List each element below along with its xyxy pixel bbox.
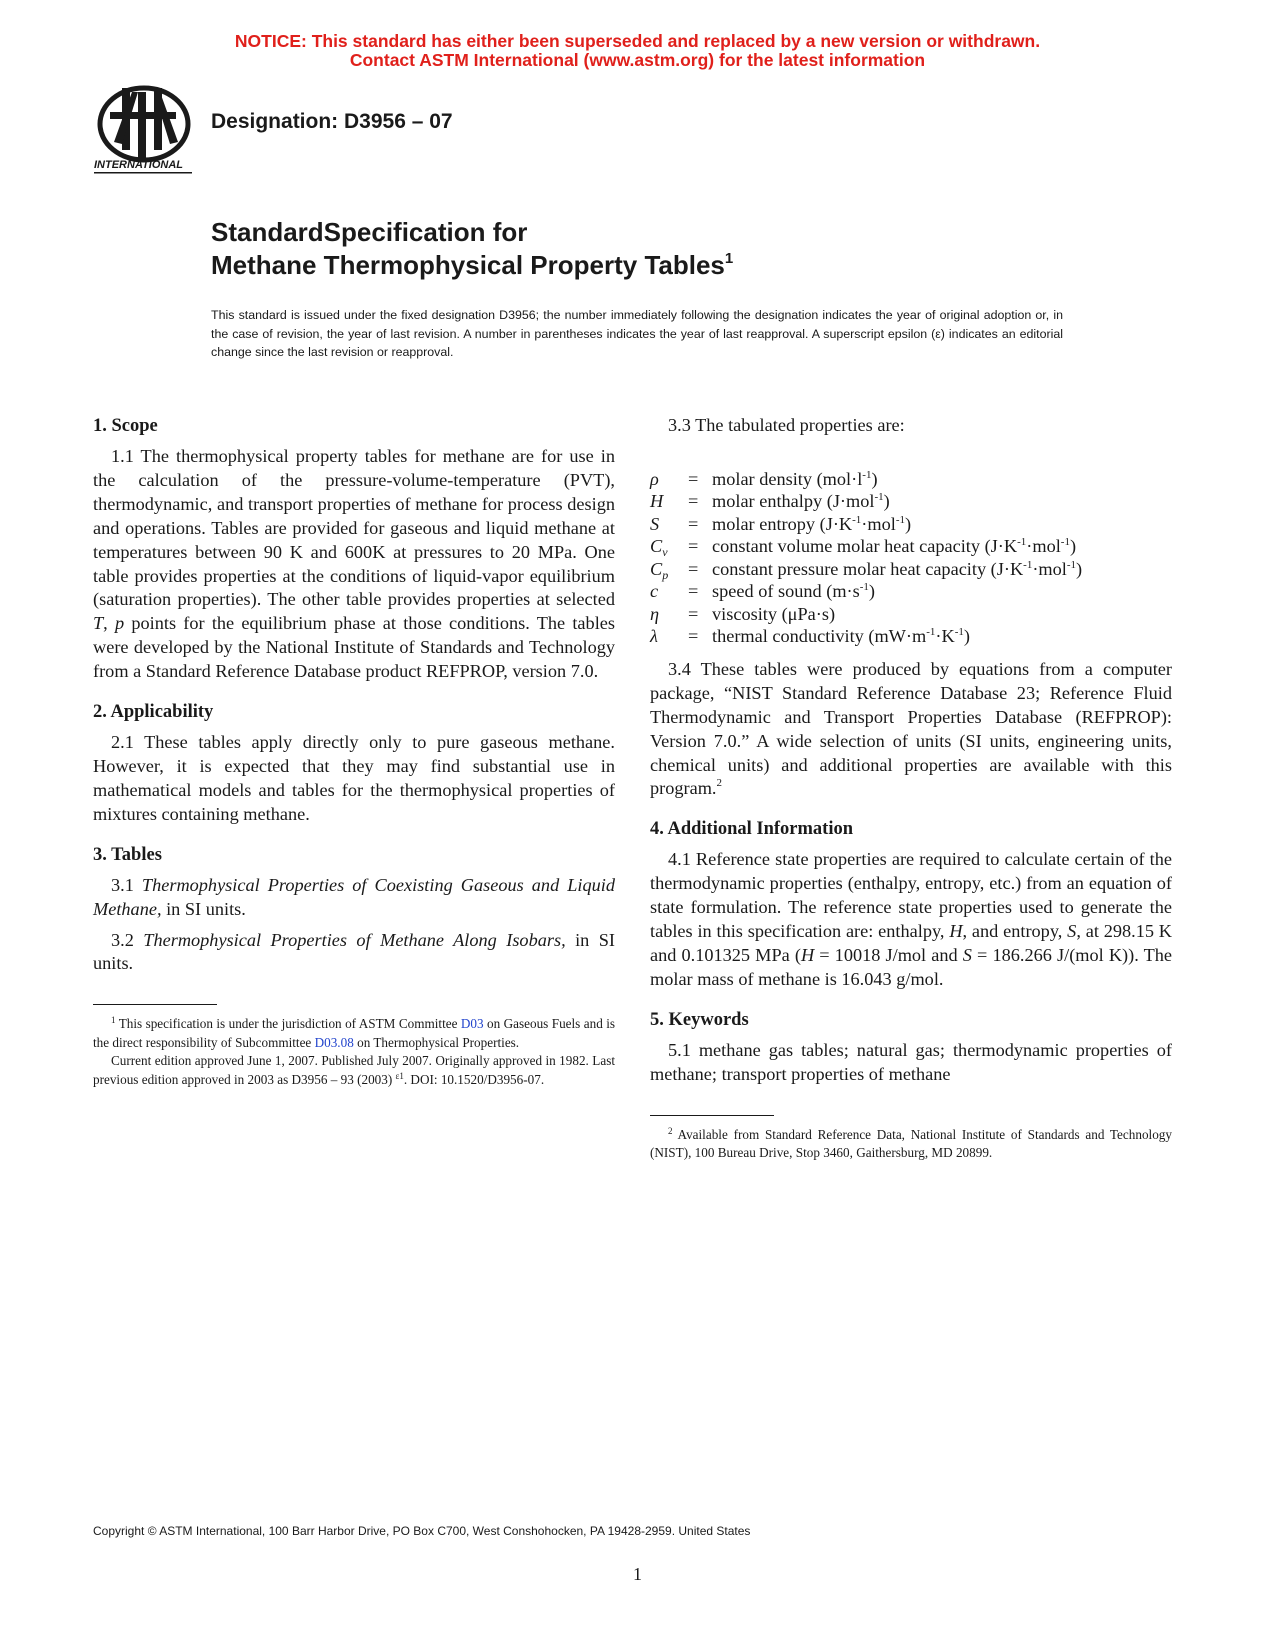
paragraph-4-1: 4.1 Reference state properties are required to calculate certain of the thermodynamic properties (enthalpy, entropy, etc.) from an equation of state formulation. The reference state properties used to generate the tables in this specification are: enthalpy, H, and entropy, S, at 298.15 K and 0.101325 MPa (H = 10018 J/mol and S = 186.266 J/(mol K)). The molar mass of methane is 16.043 g/mol. (650, 849, 1173, 989)
property-description: molar entropy $(J\cdot K^{-1}\cdot mol^{-1})$ (712, 513, 912, 534)
footnote-1: $^1$ This specification is under the jurisdiction of ASTM Committee D03 on Gaseous Fuels and is the direct responsibility of Subcommittee D03.08 on Thermophysical Properties. (93, 1015, 616, 1050)
footnote-rule-2 (650, 1115, 774, 1116)
property-description: constant volume molar heat capacity $(J\cdot K^{-1}\cdot mol^{-1})$ (712, 536, 1077, 557)
section-keywords-heading: 5. Keywords (650, 1009, 749, 1030)
title-line-1: StandardSpecification for (211, 217, 528, 247)
left-column (93, 414, 615, 1089)
right-column (650, 414, 1172, 1163)
title-footnote-ref: 1 (724, 250, 734, 267)
astm-logo-icon (92, 82, 198, 180)
equals-sign: = (688, 603, 699, 624)
section-tables-heading: 3. Tables (93, 844, 162, 865)
property-symbol: S (650, 513, 660, 534)
property-description: molar density $(mol\cdot l^{-1})$ (712, 468, 878, 489)
paragraph-5-1: 5.1 methane gas tables; natural gas; thermodynamic properties of methane; transport properties of methane (650, 1039, 1172, 1084)
property-symbol-row (650, 513, 1172, 536)
property-symbol: $C_p$ (650, 558, 669, 582)
property-symbol: η (650, 603, 660, 624)
logo-text: INTERNATIONAL (94, 159, 184, 171)
property-description: thermal conductivity $(mW\cdot m^{-1}\cdot K^{-1})$ (712, 626, 970, 647)
withdrawal-notice (0, 32, 1275, 70)
property-symbol: c (650, 581, 659, 602)
notice-line-1: NOTICE: This standard has either been superseded and replaced by a new version or withdrawn. (234, 31, 1041, 51)
document-title (211, 216, 733, 282)
subcommittee-link[interactable]: D03.08 (314, 1034, 354, 1050)
section-applicability-heading: 2. Applicability (93, 702, 214, 723)
title-line-2: Methane Thermophysical Property Tables$^1$ (211, 250, 734, 280)
footnote-1-edition: Current edition approved June 1, 2007. Published July 2007. Originally approved in 1982. Last previous edition approved in 2003 as D3956 – 93 (2003) $^{\varepsilon 1}$. DOI: 10.1520/D3956-07. (93, 1053, 615, 1087)
property-symbol-list (650, 468, 1172, 648)
equals-sign: = (688, 513, 699, 534)
copyright-notice: Copyright © ASTM International, 100 Barr Harbor Drive, PO Box C700, West Conshohocken, PA 19428-2959. United States (93, 1524, 751, 1538)
paragraph-3-2: 3.2 Thermophysical Properties of Methane Along Isobars, in SI units. (93, 929, 616, 974)
property-symbol-row (650, 603, 1172, 626)
property-description: constant pressure molar heat capacity $(J\cdot K^{-1}\cdot mol^{-1})$ (712, 558, 1083, 579)
equals-sign: = (688, 581, 699, 602)
paragraph-2-1: 2.1 These tables apply directly only to pure gaseous methane. However, it is expected that they may find substantial use in mathematical models and tables for the thermophysical properties of mixtures containing methane. (93, 732, 615, 824)
paragraph-3-3: 3.3 The tabulated properties are: (668, 415, 905, 435)
section-scope-heading: 1. Scope (93, 416, 158, 436)
property-symbol: H (650, 491, 664, 512)
property-description: viscosity (μPa·s) (712, 603, 836, 624)
committee-link[interactable]: D03 (460, 1016, 484, 1032)
property-symbol-row (650, 468, 1172, 491)
equals-sign: = (688, 491, 699, 512)
property-description: speed of sound $(m\cdot s^{-1})$ (712, 581, 876, 602)
designation: Designation: D3956 – 07 (211, 110, 453, 133)
equals-sign: = (688, 626, 699, 647)
footnote-rule (93, 1004, 217, 1005)
property-symbol-row (650, 535, 1172, 558)
paragraph-1-1: 1.1 The thermophysical property tables for methane are for use in the calculation of the pressure-volume-temperature (PVT), thermodynamic, and transport properties of methane for process design and operations. Tables are provided for gaseous and liquid methane at temperatures between 90 K and 600K at pressures to 20 MPa. One table provides properties at the conditions of liquid-vapor equilibrium (saturation properties). The other table provides properties at selected T, p points for the equilibrium phase at those conditions. The tables were developed by the National Institute of Standards and Technology from a Standard Reference Database product REFPROP, version 7.0. (93, 446, 615, 682)
equals-sign: = (688, 558, 699, 579)
footnote-2: $^2$ Available from Standard Reference Data, National Institute of Standards and Technology (NIST), 100 Bureau Drive, Stop 3460, Gaithersburg, MD 20899. (650, 1125, 1172, 1161)
property-symbol-row (650, 625, 1172, 648)
section-additional-heading: 4. Additional Information (650, 819, 854, 840)
property-symbol-row (650, 580, 1172, 603)
property-symbol: ρ (650, 468, 659, 489)
issue-statement: This standard is issued under the fixed designation D3956; the number immediately following the designation indicates the year of original adoption or, in the case of revision, the year of last revision. A number in parentheses indicates the year of last reapproval. A superscript epsilon (ε) indicates an editorial change since the last revision or reapproval. (211, 308, 1063, 359)
notice-line-2: Contact ASTM International (www.astm.org) for the latest information (349, 50, 926, 70)
property-symbol-row (650, 558, 1172, 581)
equals-sign: = (688, 468, 699, 489)
equals-sign: = (688, 536, 699, 557)
property-symbol: λ (650, 626, 658, 647)
property-description: molar enthalpy (J·mol$^{-1}$) (712, 491, 890, 512)
paragraph-3-1: 3.1 Thermophysical Properties of Coexisting Gaseous and Liquid Methane, in SI units. (93, 874, 616, 919)
property-symbol-row (650, 490, 1172, 513)
paragraph-3-4: 3.4 These tables were produced by equations from a computer package, “NIST Standard Reference Database 23; Reference Fluid Thermodynamic and Transport Properties Database (REFPROP): Version 7.0.” A wide selection of units (SI units, engineering units, chemical units) and additional properties are available with this program.$^2$ (650, 658, 1172, 799)
page-number: 1 (633, 1564, 642, 1584)
property-symbol: $C_v$ (650, 536, 668, 560)
